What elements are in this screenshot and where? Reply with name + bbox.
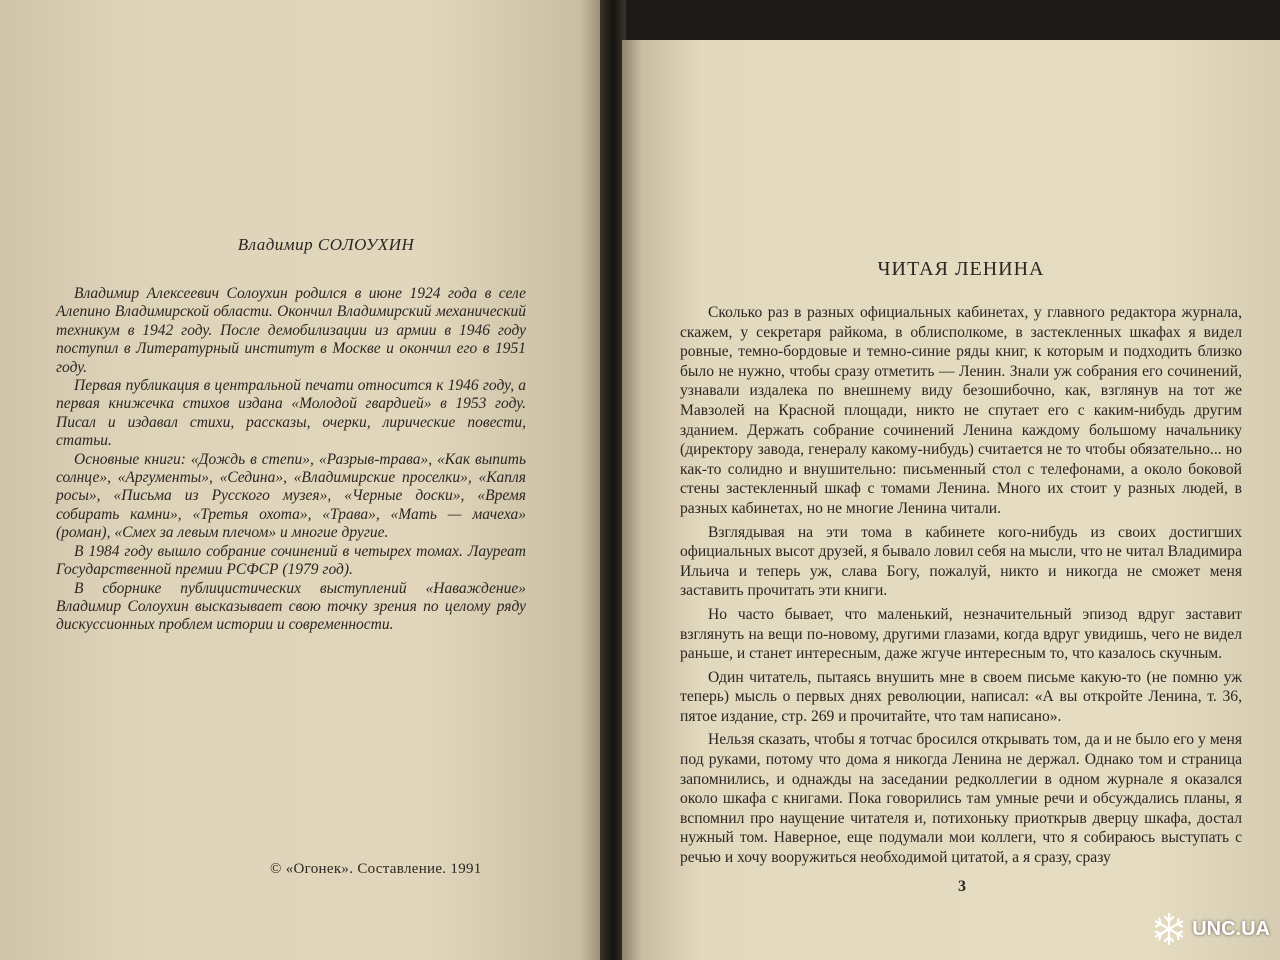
bio-paragraph: Первая публикация в центральной печати относится к 1946 году, а первая книжечка стихов издана «Молодой гвардией» в 1953 году. Писал и издавал стихи, рассказы, очерки, лирические повести, статьи. bbox=[56, 377, 526, 450]
left-page-content bbox=[56, 235, 526, 635]
bio-paragraph: Владимир Алексеевич Солоухин родился в июне 1924 года в селе Алепино Владимирской области. Окончил Владимирский механический техникум в 1942 году. После демобилизации из армии в 1946 году поступил в Литературный институт в Москве и окончил его в 1951 году. bbox=[56, 285, 526, 376]
snowflake-icon bbox=[1152, 912, 1186, 946]
bio-paragraph: В сборнике публицистических выступлений «Наваждение» Владимир Солоухин высказывает свою точку зрения по целому ряду дискуссионных проблем истории и современности. bbox=[56, 579, 526, 634]
author-line: Владимир СОЛОУХИН bbox=[237, 235, 415, 254]
chapter-title: ЧИТАЯ ЛЕНИНА bbox=[877, 258, 1045, 280]
page-number: 3 bbox=[958, 878, 966, 895]
left-page bbox=[0, 0, 605, 960]
right-page-content bbox=[680, 258, 1242, 872]
watermark bbox=[1152, 912, 1270, 946]
watermark-text: UNC.UA bbox=[1192, 917, 1270, 940]
body-paragraph: Сколько раз в разных официальных кабинетах, у главного редактора журнала, скажем, у секретаря райкома, в облисполкоме, в застекленных шкафах я видел ровные, темно-бордовые и темно-синие ряды книг, к которым и подходить близко было не нужно, чтобы сразу отметить — Ленин. Знали уж собрания его сочинений, узнавали издалека по внешнему виду безошибочно, как, взглянув на тот же Мавзолей на Красной площади, никто не спутает его с каким-нибудь другим зданием. Держать собрание сочинений Ленина каждому большому начальнику (директору завода, генералу какому-нибудь) считается не то чтобы обязательно... но как-то солидно и внушительно: письменный стол с телефонами, а около боковой стены застекленный шкаф с томами Ленина. Много их стоит у разных людей, в разных кабинетах, но не многие Ленина читали. bbox=[680, 304, 1242, 517]
bio-paragraph: В 1984 году вышло собрание сочинений в четырех томах. Лауреат Государственной премии РСФСР (1979 год). bbox=[56, 542, 526, 579]
body-paragraph: Один читатель, пытаясь внушить мне в своем письме какую-то (не помню уж теперь) мысль о первых днях революции, написал: «А вы откройте Ленина, т. 36, пятое издание, стр. 269 и прочитайте, что там написано». bbox=[680, 668, 1242, 725]
author-bio bbox=[56, 285, 526, 635]
chapter-body bbox=[680, 303, 1242, 868]
body-paragraph: Но часто бывает, что маленький, незначительный эпизод вдруг заставит взглянуть на вещи по-новому, другими глазами, когда вдруг увидишь, чего не видел раньше, и станет интересным, даже жгуче интересным то, что казалось скучным. bbox=[680, 605, 1242, 663]
body-paragraph: Взглядывая на эти тома в кабинете кого-нибудь из своих достигших официальных высот друзей, я бывало ловил себя на мысли, что не читал Владимира Ильича и теперь уж, слава Богу, пожалуй, никто и никогда не сможет меня заставить прочитать эти книги. bbox=[680, 523, 1242, 600]
bio-paragraph: Основные книги: «Дождь в степи», «Разрыв-трава», «Как выпить солнце», «Аргументы», «Седина», «Владимирские проселки», «Капля росы», «Письма из Русского музея», «Черные доски», «Время собирать камни», «Третья охота», «Трава», «Мать — мачеха» (роман), «Смех за левым плечом» и многие другие. bbox=[56, 450, 526, 542]
body-paragraph: Нельзя сказать, чтобы я тотчас бросился открывать том, да и не было его у меня под руками, потому что дома я никогда Ленина не держал. Однако том и страница запомнились, и однажды на заседании редколлегии в одном журнале я оказался около шкафа с книгами. Пока говорились там умные речи и обсуждались планы, я вспомнил про наущение читателя и, потихоньку приоткрыв дверцу шкафа, достал нужный том. Наверное, еще подумали мои коллеги, что я собираюсь выступать с речью и хочу вооружиться необходимой цитатой, а я сразу, сразу bbox=[680, 731, 1242, 867]
copyright-line: © «Огонек». Составление. 1991 bbox=[270, 861, 482, 877]
right-page bbox=[622, 40, 1280, 960]
